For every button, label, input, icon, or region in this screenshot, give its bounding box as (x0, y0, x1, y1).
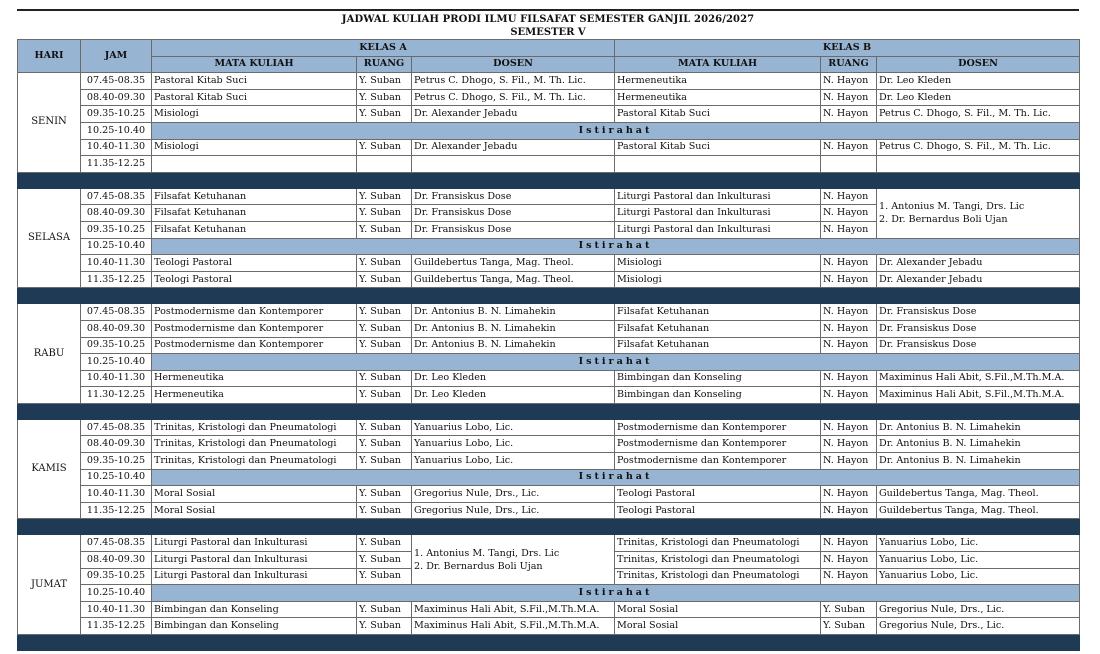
class-a-lecturer: Guildebertus Tanga, Mag. Theol. (412, 271, 615, 288)
class-a-lecturer: Yanuarius Lobo, Lic. (412, 419, 615, 436)
class-a-lecturer: Dr. Alexander Jebadu (412, 139, 615, 156)
table-row (18, 618, 1080, 635)
class-a-room: Y. Suban (357, 387, 412, 404)
class-b-course: Hermeneutika (615, 89, 821, 106)
class-a-course: Postmodernisme dan Kontemporer (152, 337, 357, 354)
time-slot: 10.40-11.30 (81, 370, 152, 387)
class-b-room: N. Hayon (821, 568, 877, 585)
class-a-room: Y. Suban (357, 535, 412, 552)
top-rule (17, 9, 1079, 11)
class-a-room: Y. Suban (357, 106, 412, 123)
time-slot: 08.40-09.30 (81, 552, 152, 569)
table-row (18, 156, 1080, 173)
class-a-course: Pastoral Kitab Suci (152, 73, 357, 90)
class-a-course: Teologi Pastoral (152, 255, 357, 272)
class-b-course: Moral Sosial (615, 618, 821, 635)
table-row (18, 73, 1080, 90)
time-slot: 08.40-09.30 (81, 89, 152, 106)
class-a-lecturer: Gregorius Nule, Drs., Lic. (412, 502, 615, 519)
time-slot: 11.35-12.25 (81, 271, 152, 288)
table-row (18, 502, 1080, 519)
separator-bar (18, 288, 1080, 304)
class-b-course: Liturgi Pastoral dan Inkulturasi (615, 205, 821, 222)
day-name: SENIN (18, 73, 81, 173)
header-b-ruang: RUANG (821, 56, 877, 73)
class-a-room: Y. Suban (357, 601, 412, 618)
class-a-room: Y. Suban (357, 320, 412, 337)
class-a-course: Postmodernisme dan Kontemporer (152, 320, 357, 337)
class-b-course: Liturgi Pastoral dan Inkulturasi (615, 221, 821, 238)
class-b-course: Misiologi (615, 255, 821, 272)
class-a-lecturer: Maximinus Hali Abit, S.Fil.,M.Th.M.A. (412, 618, 615, 635)
class-a-course: Liturgi Pastoral dan Inkulturasi (152, 568, 357, 585)
table-row (18, 370, 1080, 387)
class-a-lecturer: Yanuarius Lobo, Lic. (412, 453, 615, 470)
schedule-table (17, 39, 1080, 651)
class-a-course: Trinitas, Kristologi dan Pneumatologi (152, 436, 357, 453)
class-a-lecturer: 1. Antonius M. Tangi, Drs. Lic 2. Dr. Bernardus Boli Ujan (412, 535, 615, 585)
class-b-lecturer: Dr. Fransiskus Dose (877, 304, 1080, 321)
class-a-room: Y. Suban (357, 139, 412, 156)
class-b-course: Teologi Pastoral (615, 486, 821, 503)
class-a-room: Y. Suban (357, 618, 412, 635)
header-a-dosen: DOSEN (412, 56, 615, 73)
time-slot: 10.25-10.40 (81, 122, 152, 139)
class-a-room: Y. Suban (357, 552, 412, 569)
header-a-ruang: RUANG (357, 56, 412, 73)
class-b-course: Filsafat Ketuhanan (615, 337, 821, 354)
table-row (18, 436, 1080, 453)
class-b-room: N. Hayon (821, 370, 877, 387)
class-a-room: Y. Suban (357, 436, 412, 453)
class-a-room: Y. Suban (357, 271, 412, 288)
class-b-room: N. Hayon (821, 304, 877, 321)
time-slot: 10.40-11.30 (81, 486, 152, 503)
class-a-room: Y. Suban (357, 419, 412, 436)
time-slot: 10.25-10.40 (81, 469, 152, 486)
class-b-lecturer: Dr. Antonius B. N. Limahekin (877, 419, 1080, 436)
class-a-lecturer: Maximinus Hali Abit, S.Fil.,M.Th.M.A. (412, 601, 615, 618)
time-slot: 10.25-10.40 (81, 354, 152, 371)
table-header (18, 40, 1080, 73)
class-a-course (152, 156, 357, 173)
class-b-room: Y. Suban (821, 618, 877, 635)
header-b-dosen: DOSEN (877, 56, 1080, 73)
table-row (18, 320, 1080, 337)
class-b-room: N. Hayon (821, 73, 877, 90)
class-b-lecturer (877, 156, 1080, 173)
class-a-room: Y. Suban (357, 568, 412, 585)
class-b-course: Liturgi Pastoral dan Inkulturasi (615, 188, 821, 205)
class-b-lecturer: Maximinus Hali Abit, S.Fil.,M.Th.M.A. (877, 387, 1080, 404)
class-b-lecturer: Gregorius Nule, Drs., Lic. (877, 601, 1080, 618)
day-separator (18, 519, 1080, 535)
class-b-lecturer: Dr. Alexander Jebadu (877, 271, 1080, 288)
class-b-course: Pastoral Kitab Suci (615, 106, 821, 123)
class-b-room (821, 156, 877, 173)
class-b-course: Filsafat Ketuhanan (615, 304, 821, 321)
separator-bar (18, 635, 1080, 651)
time-slot: 10.40-11.30 (81, 255, 152, 272)
class-b-lecturer: Guildebertus Tanga, Mag. Theol. (877, 486, 1080, 503)
break-row (18, 238, 1080, 255)
class-a-course: Moral Sosial (152, 486, 357, 503)
class-b-room: N. Hayon (821, 205, 877, 222)
class-a-course: Filsafat Ketuhanan (152, 221, 357, 238)
table-row (18, 535, 1080, 552)
table-row (18, 89, 1080, 106)
time-slot: 11.35-12.25 (81, 502, 152, 519)
time-slot: 10.25-10.40 (81, 585, 152, 602)
class-a-room: Y. Suban (357, 486, 412, 503)
table-row (18, 106, 1080, 123)
class-b-room: N. Hayon (821, 271, 877, 288)
class-b-room: N. Hayon (821, 255, 877, 272)
class-a-course: Misiologi (152, 106, 357, 123)
class-b-course: Misiologi (615, 271, 821, 288)
class-a-room: Y. Suban (357, 502, 412, 519)
class-b-room: N. Hayon (821, 188, 877, 205)
class-a-course: Teologi Pastoral (152, 271, 357, 288)
class-a-lecturer: Dr. Antonius B. N. Limahekin (412, 320, 615, 337)
class-a-lecturer: Dr. Antonius B. N. Limahekin (412, 337, 615, 354)
class-b-room: N. Hayon (821, 106, 877, 123)
day-separator (18, 288, 1080, 304)
class-a-lecturer: Dr. Fransiskus Dose (412, 188, 615, 205)
class-b-room: N. Hayon (821, 320, 877, 337)
class-b-course: Bimbingan dan Konseling (615, 370, 821, 387)
class-b-room: Y. Suban (821, 601, 877, 618)
time-slot: 09.35-10.25 (81, 453, 152, 470)
day-name: RABU (18, 304, 81, 404)
day-separator (18, 172, 1080, 188)
break-row (18, 469, 1080, 486)
header-hari: HARI (18, 40, 81, 73)
table-row (18, 387, 1080, 404)
break-label: Istirahat (152, 469, 1080, 486)
day-separator (18, 403, 1080, 419)
class-b-lecturer: Yanuarius Lobo, Lic. (877, 568, 1080, 585)
day-name: SELASA (18, 188, 81, 288)
document-title: JADWAL KULIAH PRODI ILMU FILSAFAT SEMESTER GANJIL 2026/2027 (341, 14, 755, 25)
separator-bar (18, 403, 1080, 419)
table-row (18, 486, 1080, 503)
class-a-lecturer: Gregorius Nule, Drs., Lic. (412, 486, 615, 503)
class-b-lecturer: Maximinus Hali Abit, S.Fil.,M.Th.M.A. (877, 370, 1080, 387)
class-a-room: Y. Suban (357, 89, 412, 106)
class-a-room: Y. Suban (357, 188, 412, 205)
class-a-lecturer: Petrus C. Dhogo, S. Fil., M. Th. Lic. (412, 73, 615, 90)
class-b-lecturer: Dr. Antonius B. N. Limahekin (877, 453, 1080, 470)
class-b-lecturer: Dr. Fransiskus Dose (877, 320, 1080, 337)
time-slot: 11.30-12.25 (81, 387, 152, 404)
class-a-lecturer: Dr. Leo Kleden (412, 387, 615, 404)
header-b-mata-kuliah: MATA KULIAH (615, 56, 821, 73)
table-row (18, 601, 1080, 618)
class-a-course: Liturgi Pastoral dan Inkulturasi (152, 552, 357, 569)
day-name: JUMAT (18, 535, 81, 635)
class-a-lecturer: Petrus C. Dhogo, S. Fil., M. Th. Lic. (412, 89, 615, 106)
class-b-lecturer: Dr. Alexander Jebadu (877, 255, 1080, 272)
time-slot: 07.45-08.35 (81, 535, 152, 552)
class-b-lecturer: Guildebertus Tanga, Mag. Theol. (877, 502, 1080, 519)
class-b-course: Postmodernisme dan Kontemporer (615, 436, 821, 453)
class-a-room: Y. Suban (357, 337, 412, 354)
class-b-course: Teologi Pastoral (615, 502, 821, 519)
break-label: Istirahat (152, 122, 1080, 139)
class-a-lecturer: Dr. Antonius B. N. Limahekin (412, 304, 615, 321)
class-b-course: Trinitas, Kristologi dan Pneumatologi (615, 568, 821, 585)
class-b-room: N. Hayon (821, 502, 877, 519)
class-b-course: Bimbingan dan Konseling (615, 387, 821, 404)
class-a-room: Y. Suban (357, 453, 412, 470)
class-b-lecturer: Dr. Leo Kleden (877, 73, 1080, 90)
time-slot: 07.45-08.35 (81, 73, 152, 90)
table-body (18, 73, 1080, 651)
class-a-room: Y. Suban (357, 304, 412, 321)
table-row (18, 304, 1080, 321)
class-b-course: Trinitas, Kristologi dan Pneumatologi (615, 535, 821, 552)
class-b-course: Pastoral Kitab Suci (615, 139, 821, 156)
table-row (18, 337, 1080, 354)
class-b-lecturer: Dr. Antonius B. N. Limahekin (877, 436, 1080, 453)
class-a-course: Liturgi Pastoral dan Inkulturasi (152, 535, 357, 552)
header-jam: JAM (81, 40, 152, 73)
time-slot: 07.45-08.35 (81, 419, 152, 436)
class-b-lecturer: Dr. Fransiskus Dose (877, 337, 1080, 354)
break-row (18, 585, 1080, 602)
class-a-course: Pastoral Kitab Suci (152, 89, 357, 106)
table-row (18, 255, 1080, 272)
class-b-room: N. Hayon (821, 387, 877, 404)
class-b-course: Moral Sosial (615, 601, 821, 618)
class-a-course: Postmodernisme dan Kontemporer (152, 304, 357, 321)
table-row (18, 419, 1080, 436)
class-b-room: N. Hayon (821, 221, 877, 238)
header-a-mata-kuliah: MATA KULIAH (152, 56, 357, 73)
class-a-course: Filsafat Ketuhanan (152, 205, 357, 222)
class-a-room: Y. Suban (357, 370, 412, 387)
class-a-lecturer: Dr. Leo Kleden (412, 370, 615, 387)
time-slot: 07.45-08.35 (81, 304, 152, 321)
class-a-room: Y. Suban (357, 205, 412, 222)
time-slot: 09.35-10.25 (81, 221, 152, 238)
time-slot: 08.40-09.30 (81, 320, 152, 337)
class-b-room: N. Hayon (821, 89, 877, 106)
separator-bar (18, 172, 1080, 188)
table-row (18, 453, 1080, 470)
class-b-course: Postmodernisme dan Kontemporer (615, 453, 821, 470)
schedule-document (17, 9, 1079, 651)
class-a-lecturer: Guildebertus Tanga, Mag. Theol. (412, 255, 615, 272)
day-name: KAMIS (18, 419, 81, 519)
class-b-course: Filsafat Ketuhanan (615, 320, 821, 337)
class-b-room: N. Hayon (821, 552, 877, 569)
time-slot: 07.45-08.35 (81, 188, 152, 205)
class-b-room: N. Hayon (821, 535, 877, 552)
class-b-course: Trinitas, Kristologi dan Pneumatologi (615, 552, 821, 569)
time-slot: 09.35-10.25 (81, 337, 152, 354)
class-b-lecturer: Dr. Leo Kleden (877, 89, 1080, 106)
class-a-room: Y. Suban (357, 255, 412, 272)
header-kelas-b: KELAS B (615, 40, 1080, 57)
class-a-course: Trinitas, Kristologi dan Pneumatologi (152, 419, 357, 436)
class-b-course (615, 156, 821, 173)
break-label: Istirahat (152, 354, 1080, 371)
class-b-lecturer: Yanuarius Lobo, Lic. (877, 535, 1080, 552)
class-b-room: N. Hayon (821, 486, 877, 503)
break-label: Istirahat (152, 585, 1080, 602)
class-a-course: Filsafat Ketuhanan (152, 188, 357, 205)
class-a-room: Y. Suban (357, 221, 412, 238)
class-b-room: N. Hayon (821, 419, 877, 436)
class-a-lecturer: Dr. Fransiskus Dose (412, 221, 615, 238)
class-a-course: Bimbingan dan Konseling (152, 618, 357, 635)
class-a-course: Moral Sosial (152, 502, 357, 519)
class-a-room (357, 156, 412, 173)
class-b-lecturer: Petrus C. Dhogo, S. Fil., M. Th. Lic. (877, 139, 1080, 156)
class-a-lecturer: Dr. Fransiskus Dose (412, 205, 615, 222)
class-b-room: N. Hayon (821, 453, 877, 470)
class-a-course: Trinitas, Kristologi dan Pneumatologi (152, 453, 357, 470)
time-slot: 10.40-11.30 (81, 601, 152, 618)
separator-bar (18, 519, 1080, 535)
class-b-course: Hermeneutika (615, 73, 821, 90)
time-slot: 10.40-11.30 (81, 139, 152, 156)
class-a-course: Bimbingan dan Konseling (152, 601, 357, 618)
document-subtitle: SEMESTER V (510, 27, 586, 38)
time-slot: 10.25-10.40 (81, 238, 152, 255)
class-b-lecturer: Gregorius Nule, Drs., Lic. (877, 618, 1080, 635)
table-row (18, 139, 1080, 156)
table-row (18, 188, 1080, 205)
class-a-lecturer: Dr. Alexander Jebadu (412, 106, 615, 123)
class-a-course: Hermeneutika (152, 387, 357, 404)
time-slot: 11.35-12.25 (81, 618, 152, 635)
break-row (18, 122, 1080, 139)
class-b-course: Postmodernisme dan Kontemporer (615, 419, 821, 436)
class-b-lecturer: Yanuarius Lobo, Lic. (877, 552, 1080, 569)
break-label: Istirahat (152, 238, 1080, 255)
class-a-course: Hermeneutika (152, 370, 357, 387)
time-slot: 09.35-10.25 (81, 568, 152, 585)
class-b-room: N. Hayon (821, 139, 877, 156)
time-slot: 09.35-10.25 (81, 106, 152, 123)
class-a-lecturer: Yanuarius Lobo, Lic. (412, 436, 615, 453)
class-b-lecturer: 1. Antonius M. Tangi, Drs. Lic 2. Dr. Bernardus Boli Ujan (877, 188, 1080, 238)
time-slot: 08.40-09.30 (81, 436, 152, 453)
class-b-room: N. Hayon (821, 337, 877, 354)
class-b-room: N. Hayon (821, 436, 877, 453)
time-slot: 08.40-09.30 (81, 205, 152, 222)
table-row (18, 271, 1080, 288)
class-a-course: Misiologi (152, 139, 357, 156)
day-separator (18, 635, 1080, 651)
class-b-lecturer: Petrus C. Dhogo, S. Fil., M. Th. Lic. (877, 106, 1080, 123)
class-a-room: Y. Suban (357, 73, 412, 90)
break-row (18, 354, 1080, 371)
header-kelas-a: KELAS A (152, 40, 615, 57)
time-slot: 11.35-12.25 (81, 156, 152, 173)
class-a-lecturer (412, 156, 615, 173)
